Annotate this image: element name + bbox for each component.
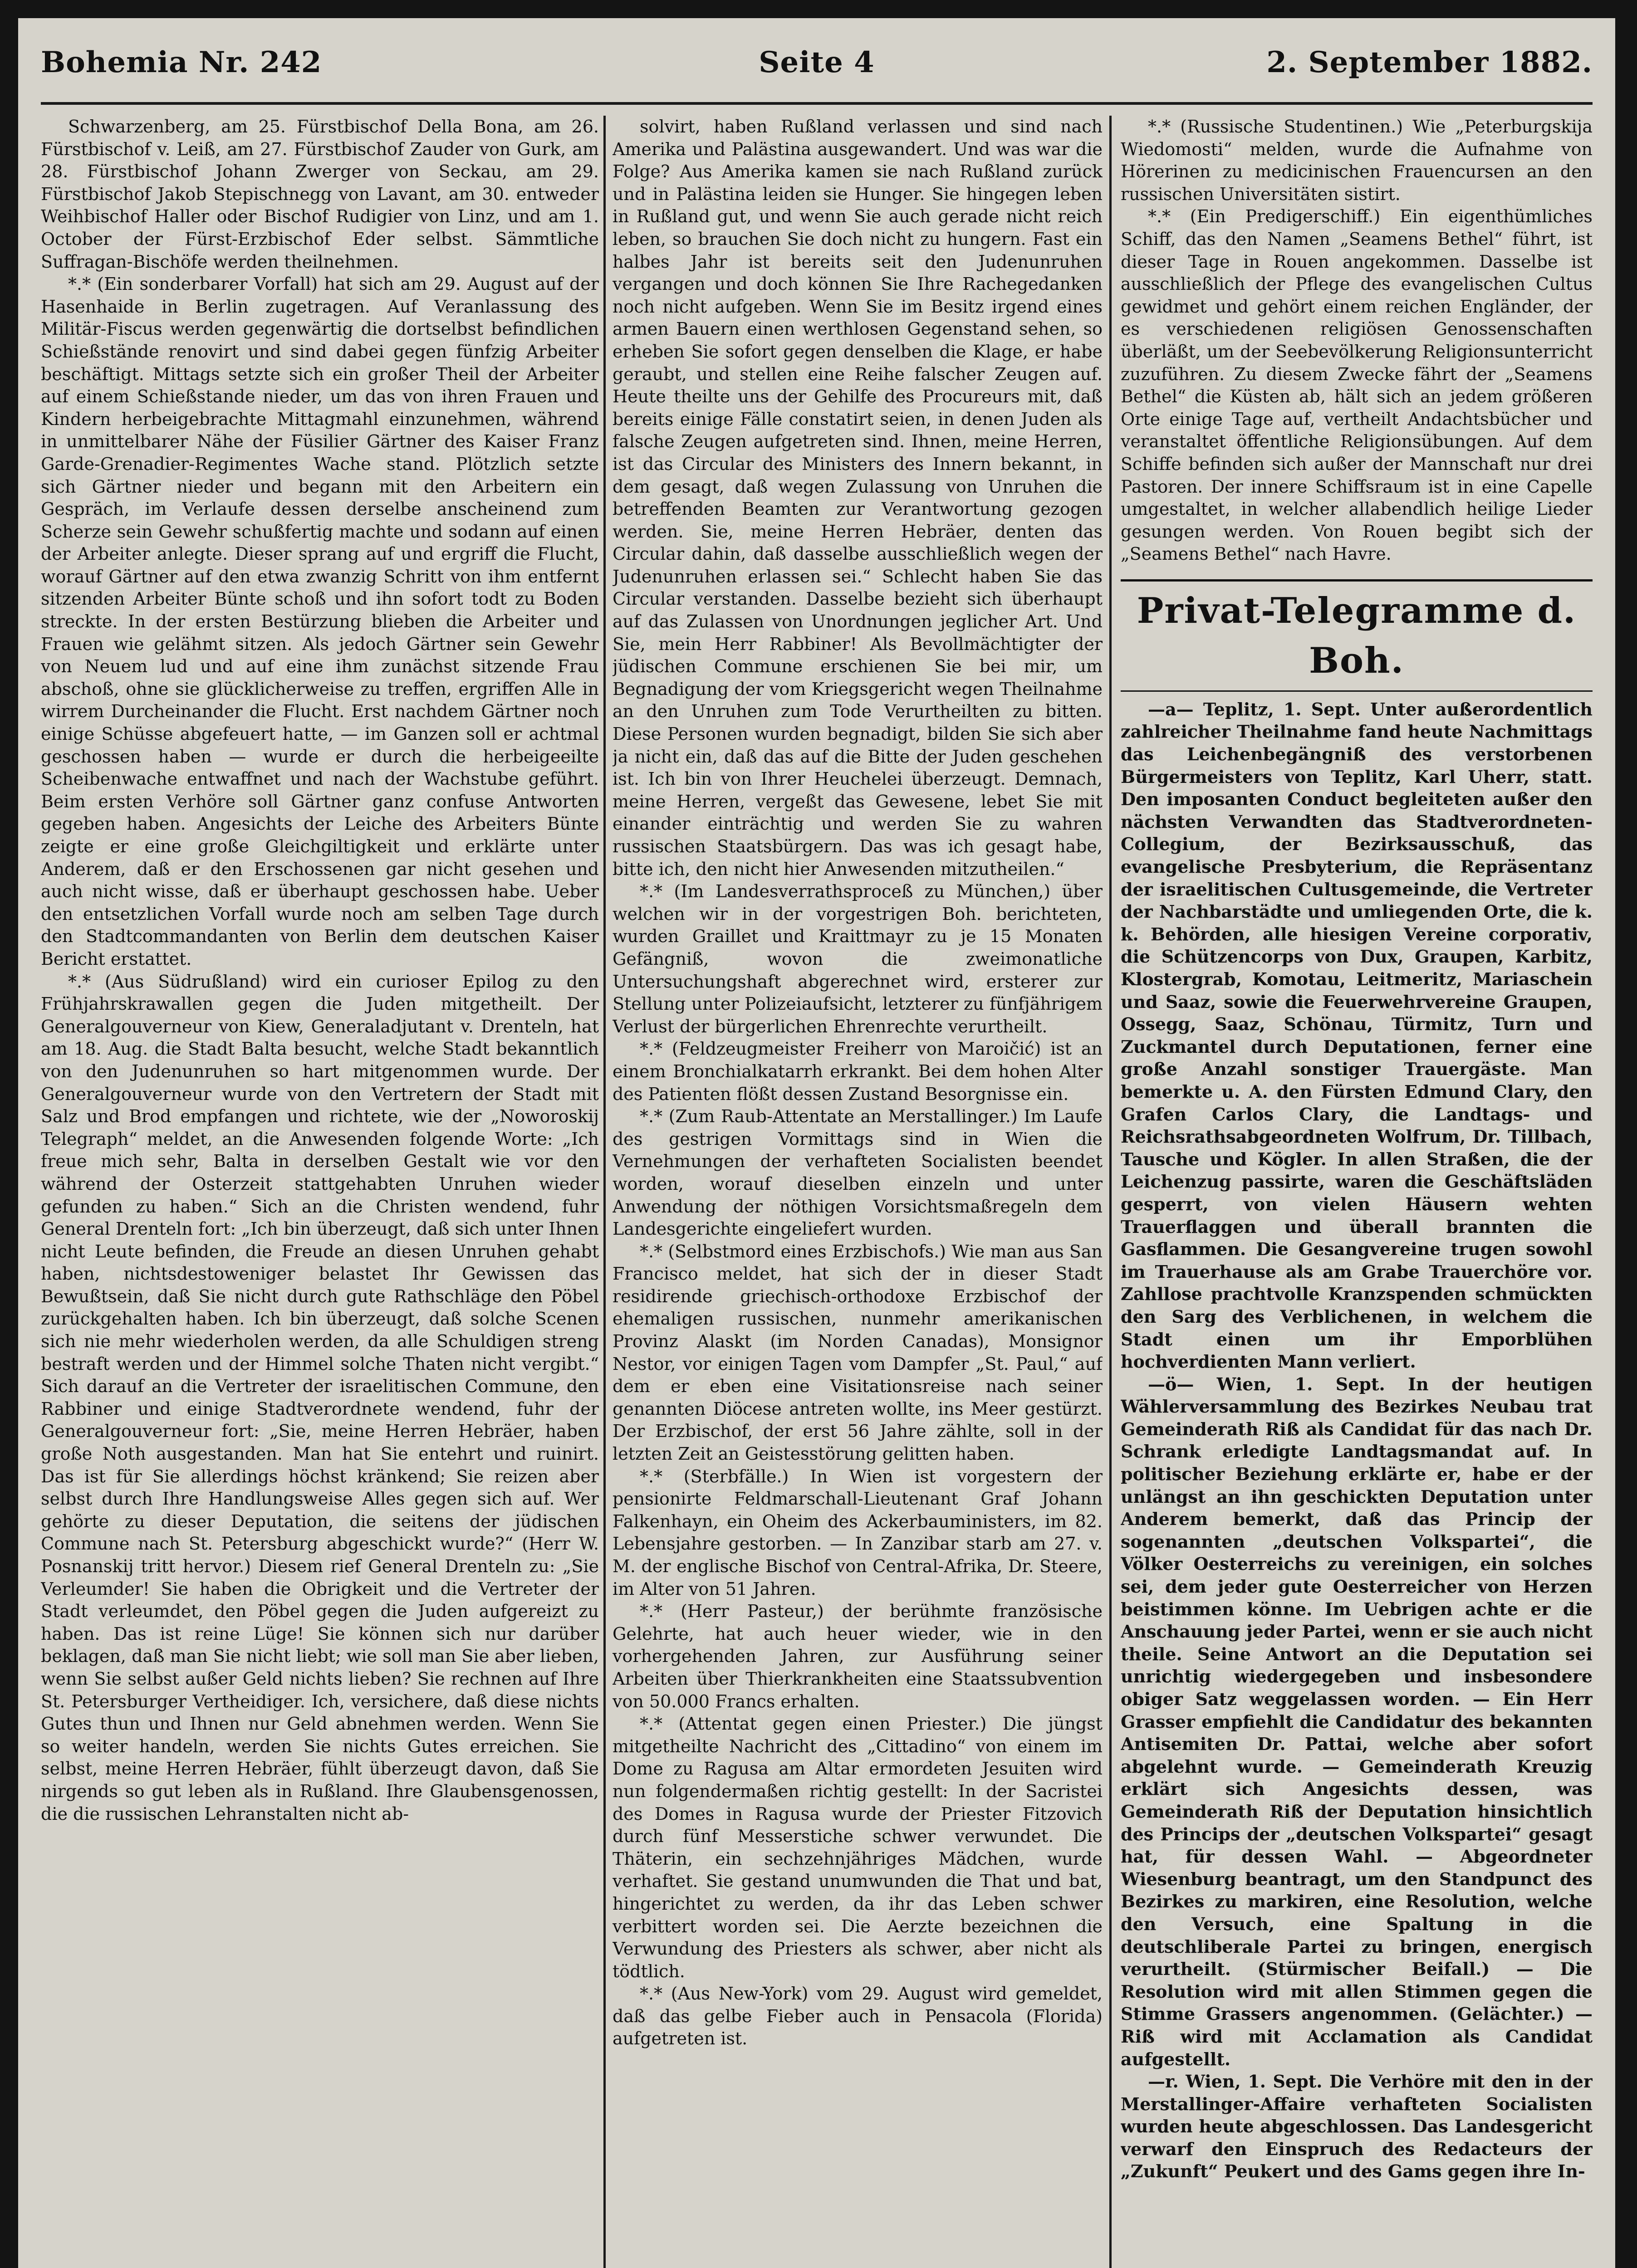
column-3 [1121,116,1593,2268]
column-rule [1109,116,1112,2268]
section-rule [1121,690,1593,692]
issue-date: 2. September 1882. [1266,45,1593,79]
section-rule [1121,579,1593,582]
page-number: Seite 4 [759,45,875,79]
article-paragraph: *.* (Ein sonderbarer Vorfall) hat sich am 29. August auf der Hasenhaide in Berlin zugetragen. Auf Veranlassung des Militär-Fiscus werden gegenwärtig die dortselbst befindlichen Schießstände renovirt und sind dabei gegen fünfzig Arbeiter beschäftigt. Mittags setzte sich ein großer Theil der Arbeiter auf einem Schießstande nieder, um das von ihren Frauen und Kindern herbeigebrachte Mittagmahl einzunehmen, während in unmittelbarer Nähe der Füsilier Gärtner des Kaiser Franz Garde-Grenadier-Regimentes Wache stand. Plötzlich setzte sich Gärtner nieder und begann mit den Arbeitern ein Gespräch, im Verlaufe dessen derselbe anscheinend zum Scherze sein Gewehr schußfertig machte und sodann auf einen der Arbeiter anlegte. Dieser sprang auf und ergriff die Flucht, worauf Gärtner auf den etwa zwanzig Schritt von ihm entfernt sitzenden Arbeiter Bünte schoß und ihn sofort todt zu Boden streckte. In der ersten Bestürzung blieben die Arbeiter und Frauen wie gelähmt sitzen. Als jedoch Gärtner sein Gewehr von Neuem lud und auf eine ihm zunächst sitzende Frau abschoß, ohne sie glücklicherweise zu treffen, ergriffen Alle in wirrem Durcheinander die Flucht. Erst nachdem Gärtner noch einige Schüsse abgefeuert hatte, — im Ganzen soll er achtmal geschossen haben — wurde er durch die herbeigeeilte Scheibenwache entwaffnet und nach der Wachstube geführt. Beim ersten Verhöre soll Gärtner ganz confuse Antworten gegeben haben. Angesichts der Leiche des Arbeiters Bünte zeigte er eine große Gleichgiltigkeit und erklärte unter Anderem, daß er den Erschossenen gar nicht gesehen und auch nicht wisse, daß er überhaupt geschossen habe. Ueber den entsetzlichen Vorfall wurde noch am selben Tage durch den Stadtcommandanten von Berlin dem deutschen Kaiser Bericht erstattet. [41,274,599,969]
article-paragraph: *.* (Sterbfälle.) In Wien ist vorgestern der pensionirte Feldmarschall-Lieutenant Graf Johann Falkenhayn, ein Oheim des Ackerbauministers, im 82. Lebensjahre gestorben. — In Zanzibar starb am 27. v. M. der englische Bischof von Central-Afrika, Dr. Steere, im Alter von 51 Jahren. [613,1466,1103,1599]
article-paragraph: *.* (Russische Studentinen.) Wie „Peterburgskija Wiedomosti“ melden, wurde die Aufnahme von Hörerinen zu medicinischen Frauencursen an den russischen Universitäten sistirt. [1121,117,1593,204]
section-heading: Privat-Telegramme d. Boh. [1137,590,1577,681]
article-paragraph: solvirt, haben Rußland verlassen und sind nach Amerika und Palästina ausgewandert. Und was war die Folge? Aus Amerika kamen sie nach Rußland zurück und in Palästina leiden sie Hunger. Sie hingegen leben in Rußland gut, und wenn Sie auch gerade nicht reich leben, so brauchen Sie doch nicht zu hungern. Fast ein halbes Jahr ist bereits seit den Judenunruhen vergangen und doch können Sie Ihre Rachegedanken noch nicht aufgeben. Wenn Sie im Besitz irgend eines armen Bauern einen werthlosen Gegenstand sehen, so erheben Sie sofort gegen denselben die Klage, er habe geraubt, und stellen eine Reihe falscher Zeugen auf. Heute theilte uns der Gehilfe des Procureurs mit, daß bereits einige Fälle constatirt seien, in denen Juden als falsche Zeugen aufgetreten sind. Ihnen, meine Herren, ist das Circular des Ministers des Innern bekannt, in dem gesagt, daß wegen Zulassung von Unruhen die betreffenden Beamten zur Verantwortung gezogen werden. Sie, meine Herren Hebräer, denten das Circular dahin, daß dasselbe ausschließlich wegen der Judenunruhen erlassen sei.“ Schlecht haben Sie das Circular verstanden. Dasselbe bezieht sich überhaupt auf das Zulassen von Unordnungen jeglicher Art. Und Sie, mein Herr Rabbiner! Als Bevollmächtigter der jüdischen Commune erschienen Sie bei mir, um Begnadigung der vom Kriegsgericht wegen Theilnahme an den Unruhen zum Tode Verurtheilten zu bitten. Diese Personen wurden begnadigt, bilden Sie sich aber ja nicht ein, daß das auf die Bitte der Juden geschehen ist. Ich bin von Ihrer Heuchelei überzeugt. Demnach, meine Herren, vergeßt das Gewesene, lebet Sie mit einander einträchtig und werden Sie zu wahren russischen Staatsbürgern. Das was ich gesagt habe, bitte ich, den nicht hier Anwesenden mitzutheilen.“ [613,117,1103,879]
issue-number: Bohemia Nr. 242 [41,45,322,79]
telegram-item: —ö— Wien, 1. Sept. In der heutigen Wählerversammlung des Bezirkes Neubau trat Gemeinderath Riß als Candidat für das nach Dr. Schrank erledigte Landtagsmandat auf. In politischer Beziehung erklärte er, habe er der unlängst an ihn geschickten Deputation unter Anderem bemerkt, daß das Princip der sogenannten „deutschen Volkspartei“, die Völker Oesterreichs zu vereinigen, ein solches sei, dem jeder gute Oesterreicher von Herzen beistimmen könne. Im Uebrigen achte er die Anschauung jeder Partei, wenn er sie auch nicht theile. Seine Antwort an die Deputation sei unrichtig wiedergegeben und insbesondere obiger Satz weggelassen worden. — Ein Herr Grasser empfiehlt die Candidatur des bekannten Antisemiten Dr. Pattai, welche aber sofort abgelehnt wurde. — Gemeinderath Kreuzig erklärt sich Angesichts dessen, was Gemeinderath Riß der Deputation hinsichtlich des Princips der „deutschen Volkspartei“ gesagt hat, für dessen Wahl. — Abgeordneter Wiesenburg beantragt, um den Standpunct des Bezirkes zu markiren, eine Resolution, welche den Versuch, eine Spaltung in die deutschliberale Partei zu bringen, energisch verurtheilt. (Stürmischer Beifall.) — Die Resolution wird mit allen Stimmen gegen die Stimme Grassers angenommen. (Gelächter.) — Riß wird mit Acclamation als Candidat aufgestellt. [1121,1374,1593,2069]
page-header [41,45,1593,95]
telegram-item: —r. Wien, 1. Sept. Die Verhöre mit den in der Merstallinger-Affaire verhafteten Socialisten wurden heute abgeschlossen. Das Landesgericht verwarf den Einspruch des Redacteurs der „Zukunft“ Peukert und des Gams gegen ihre In- [1121,2071,1593,2182]
article-paragraph: *.* (Im Landesverrathsproceß zu München,) über welchen wir in der vorgestrigen Boh. berichteten, wurden Graillet und Kraittmayr zu je 15 Monaten Gefängniß, wovon die zweimonatliche Untersuchungshaft abgerechnet wird, ersterer zur Stellung unter Polizeiaufsicht, letzterer zu fünfjährigem Verlust der bürgerlichen Ehrenrechte verurtheilt. [613,881,1103,1036]
article-paragraph: *.* (Attentat gegen einen Priester.) Die jüngst mitgetheilte Nachricht des „Cittadino“ von einem im Dome zu Ragusa am Altar ermordeten Jesuiten wird nun folgendermaßen richtig gestellt: In der Sacristei des Domes in Ragusa wurde der Priester Fitzovich durch fünf Messerstiche schwer verwundet. Die Thäterin, ein sechzehnjähriges Mädchen, wurde verhaftet. Sie gestand unumwunden die That und bat, hingerichtet zu werden, da ihr das Leben schwer verbittert worden sei. Die Aerzte bezeichnen die Verwundung des Priesters als schwer, aber nicht als tödtlich. [613,1714,1103,1981]
telegram-list [1121,698,1593,2183]
article-paragraph: Schwarzenberg, am 25. Fürstbischof Della Bona, am 26. Fürstbischof v. Leiß, am 27. Fürstbischof Zauder von Gurk, am 28. Fürstbischof Johann Zwerger von Seckau, am 29. Fürstbischof Jakob Stepischnegg von Lavant, am 30. entweder Weihbischof Haller oder Bischof Rudigier von Linz, und am 1. October der Fürst-Erzbischof Eder selbst. Sämmtliche Suffragan-Bischöfe werden theilnehmen. [41,117,599,272]
newspaper-page [18,18,1615,2268]
article-paragraph: *.* (Feldzeugmeister Freiherr von Maroičić) ist an einem Bronchialkatarrh erkrankt. Bei dem hohen Alter des Patienten flößt dessen Zustand Besorgnisse ein. [613,1039,1103,1104]
article-paragraph: *.* (Ein Predigerschiff.) Ein eigenthümliches Schiff, das den Namen „Seamens Bethel“ führt, ist dieser Tage in Rouen angekommen. Dasselbe ist ausschließlich der Pflege des evangelischen Cultus gewidmet und gehört einem reichen Engländer, der es verschiedenen religiösen Genossenschaften überläßt, um der Seebevölkerung Religionsunterricht zuzuführen. Zu diesem Zwecke fährt der „Seamens Bethel“ die Küsten ab, hält sich an jedem größeren Orte einige Tage auf, vertheilt Andachtsbücher und veranstaltet öffentliche Religionsübungen. Auf dem Schiffe befinden sich außer der Mannschaft nur drei Pastoren. Der innere Schiffsraum ist in eine Capelle umgestaltet, in welcher allabendlich heilige Lieder gesungen werden. Von Rouen begibt sich der „Seamens Bethel“ nach Havre. [1121,206,1593,564]
column-2 [613,116,1103,2268]
article-paragraph: *.* (Aus Südrußland) wird ein curioser Epilog zu den Frühjahrskrawallen gegen die Juden mitgetheilt. Der Generalgouverneur von Kiew, Generaladjutant v. Drenteln, hat am 18. Aug. die Stadt Balta besucht, welche Stadt bekanntlich von den Judenunruhen so hart mitgenommen wurde. Der Generalgouverneur wurde von den Vertretern der Stadt mit Salz und Brod empfangen und richtete, wie der „Noworoskij Telegraph“ meldet, an die Anwesenden folgende Worte: „Ich freue mich sehr, Balta in derselben Gestalt wie vor den während der Osterzeit stattgehabten Unruhen wieder gefunden zu haben.“ Sich an die Christen wendend, fuhr General Drenteln fort: „Ich bin überzeugt, daß sich unter Ihnen nicht Leute befinden, die Freude an diesen Unruhen gehabt haben, nichtsdestoweniger belastet Ihr Gewissen das Bewußtsein, daß Sie nicht durch gute Rathschläge den Pöbel zurückgehalten haben. Ich bin überzeugt, daß solche Scenen sich nie mehr wiederholen werden, da alle Schuldigen streng bestraft werden und der Himmel solche Thaten nicht vergibt.“ Sich darauf an die Vertreter der israelitischen Commune, den Rabbiner und einige Stadtverordnete wendend, fuhr der Generalgouverneur fort: „Sie, meine Herren Hebräer, haben große Noth ausgestanden. Man hat Sie entehrt und ruinirt. Das ist für Sie allerdings höchst kränkend; Sie reizen aber selbst durch Ihre Handlungsweise Alles gegen sich auf. Wer gehörte zu dieser Deputation, die seitens der jüdischen Commune nach St. Petersburg abgeschickt wurde?“ (Herr W. Posnanskij tritt hervor.) Diesem rief General Drenteln zu: „Sie Verleumder! Sie haben die Obrigkeit und die Vertreter der Stadt verleumdet, den Pöbel gegen die Juden aufgereizt zu haben. Das ist reine Lüge! Sie können sich nur darüber beklagen, daß man Sie nicht liebt; wie soll man Sie aber lieben, wenn Sie selbst außer Geld nichts lieben? Sie rechnen auf Ihre St. Petersburger Vertheidiger. Ich, versichere, daß diese nichts Gutes thun und Ihnen nur Geld abnehmen werden. Wenn Sie so weiter handeln, werden Sie nichts Gutes erreichen. Sie selbst, meine Herren Hebräer, fühlt überzeugt davon, daß Sie nirgends so gut leben als in Rußland. Ihre Glaubensgenossen, die die russischen Lehranstalten nicht ab- [41,971,599,1824]
header-rule [41,102,1593,105]
article-paragraph: *.* (Herr Pasteur,) der berühmte französische Gelehrte, hat auch heuer wieder, wie in den vorhergehenden Jahren, zur Ausführung seiner Arbeiten über Thierkrankheiten eine Staatssubvention von 50.000 Francs erhalten. [613,1601,1103,1711]
article-paragraph: *.* (Aus New-York) vom 29. August wird gemeldet, daß das gelbe Fieber auch in Pensacola (Florida) aufgetreten ist. [613,1984,1103,2049]
column-1 [41,116,599,2268]
telegram-item: —a— Teplitz, 1. Sept. Unter außerordentlich zahlreicher Theilnahme fand heute Nachmittags das Leichenbegängniß des verstorbenen Bürgermeisters von Teplitz, Karl Uherr, statt. Den imposanten Conduct begleiteten außer den nächsten Verwandten das Stadtverordneten-Collegium, der Bezirksausschuß, das evangelische Presbyterium, die Repräsentanz der israelitischen Cultusgemeinde, die Vertreter der Nachbarstädte und umliegenden Orte, die k. k. Behörden, alle hiesigen Vereine corporativ, die Schützencorps von Dux, Graupen, Karbitz, Klostergrab, Komotau, Leitmeritz, Mariaschein und Saaz, sowie die Feuerwehrvereine Graupen, Ossegg, Saaz, Schönau, Türmitz, Turn und Zuckmantel durch Deputationen, ferner eine große Anzahl sonstiger Trauergäste. Man bemerkte u. A. den Fürsten Edmund Clary, den Grafen Carlos Clary, die Landtags- und Reichsrathsabgeordneten Wolfrum, Dr. Tillbach, Tausche und Kögler. In allen Straßen, die der Leichenzug passirte, waren die Geschäftsläden gesperrt, von vielen Häusern wehten Trauerflaggen und überall brannten die Gasflammen. Die Gesangvereine trugen sowohl im Trauerhause als am Grabe Trauerchöre vor. Zahllose prachtvolle Kranzspenden schmückten den Sarg des Verblichenen, in welchem die Stadt einen um ihr Emporblühen hochverdienten Mann verliert. [1121,699,1593,1372]
column-rule [603,116,606,2268]
article-paragraph: *.* (Zum Raub-Attentate an Merstallinger.) Im Laufe des gestrigen Vormittags sind in Wien die Vernehmungen der verhafteten Socialisten beendet worden, worauf dieselben einzeln und unter Anwendung der nöthigen Vorsichtsmaßregeln dem Landesgerichte eingeliefert wurden. [613,1106,1103,1239]
article-paragraph: *.* (Selbstmord eines Erzbischofs.) Wie man aus San Francisco meldet, hat sich der in dieser Stadt residirende griechisch-orthodoxe Erzbischof der ehemaligen russischen, nunmehr amerikanischen Provinz Alaskt (im Norden Canadas), Monsignor Nestor, vor einigen Tagen vom Dampfer „St. Paul,“ auf dem er eben eine Visitationsreise nach seiner genannten Diöcese antreten wollte, ins Meer gestürzt. Der Erzbischof, der erst 56 Jahre zählte, soll in der letzten Zeit an Geistesstörung gelitten haben. [613,1241,1103,1464]
